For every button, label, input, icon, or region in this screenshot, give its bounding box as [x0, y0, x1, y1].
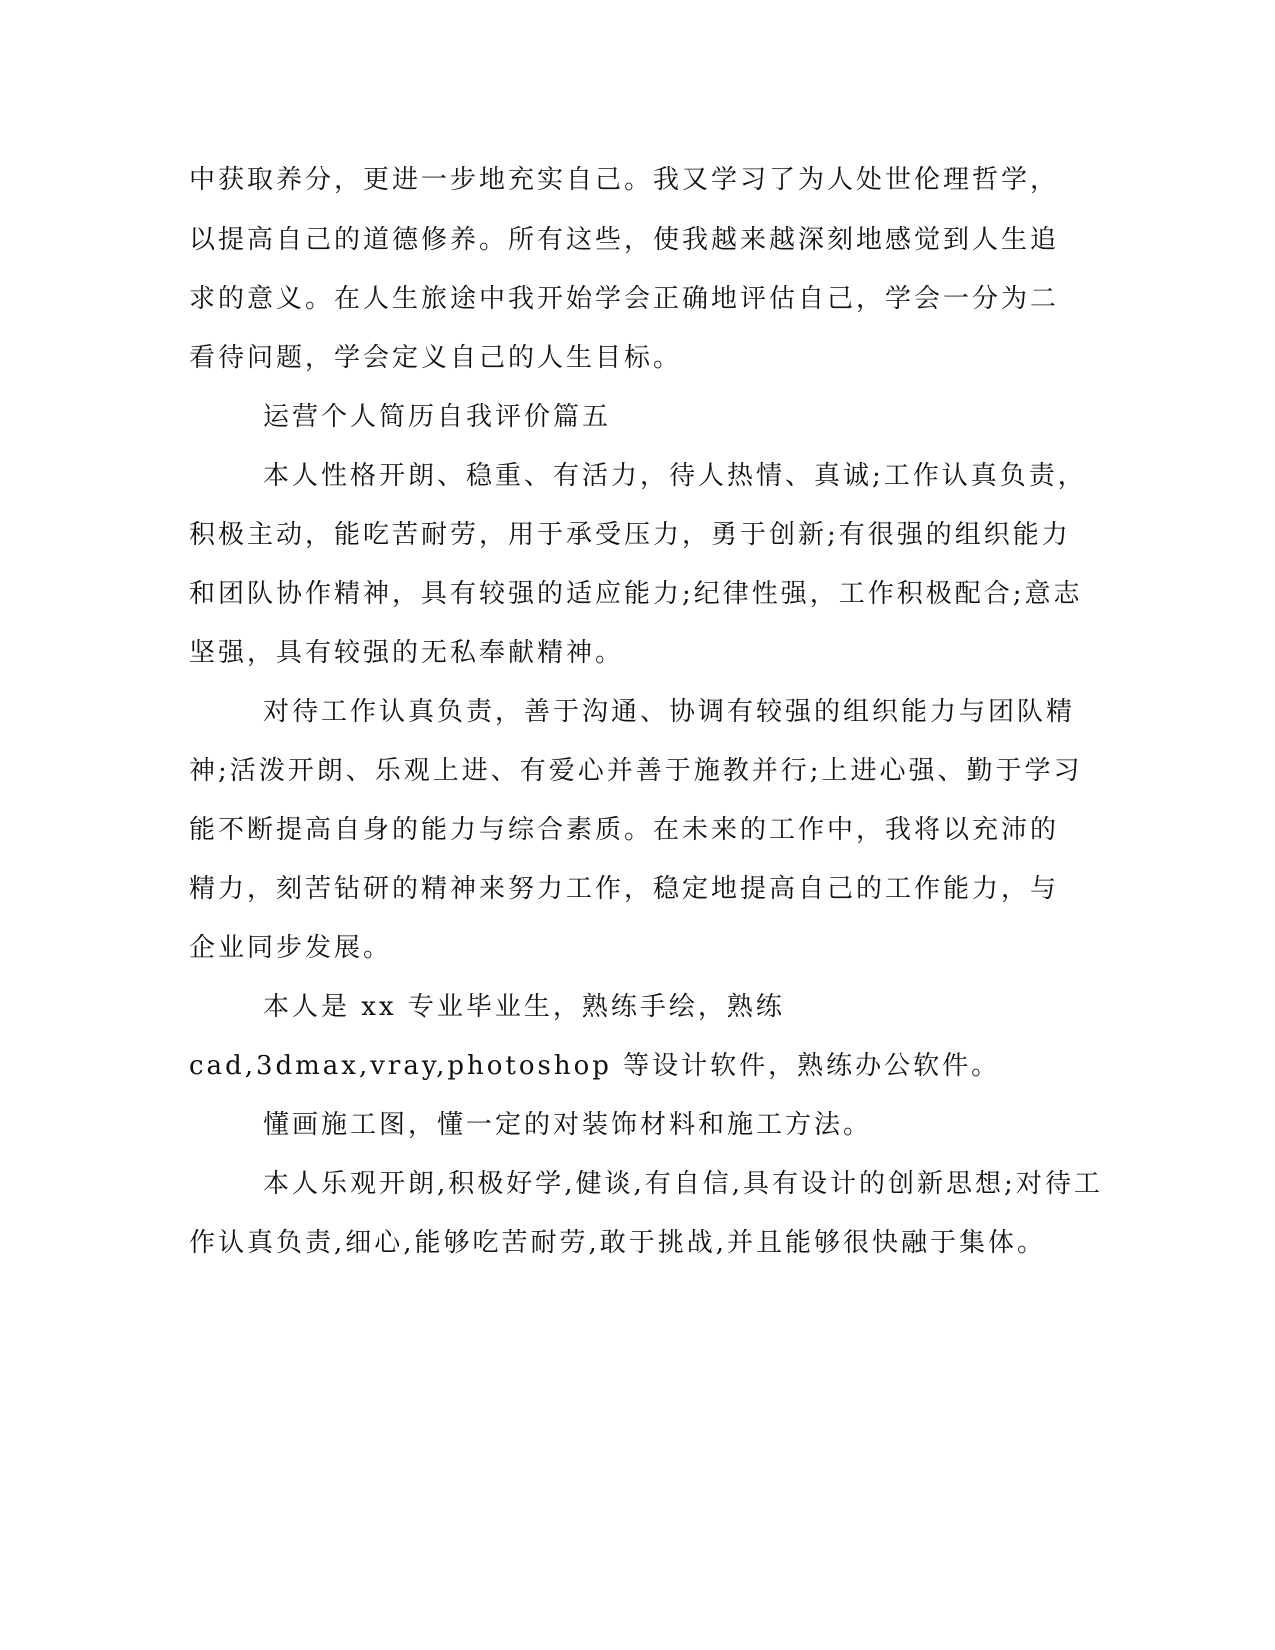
- text-line-1: 中获取养分，更进一步地充实自己。我又学习了为人处世伦理哲学，: [189, 165, 1060, 195]
- section-heading: 运营个人简历自我评价篇五: [263, 402, 612, 432]
- text-line-4: 看待问题，学会定义自己的人生目标。: [189, 343, 683, 373]
- text-line-10: 对待工作认真负责，善于沟通、协调有较强的组织能力与团队精: [263, 697, 1076, 727]
- text-line-19: 作认真负责,细心,能够吃苦耐劳,敢于挑战,并且能够很快融于集体。: [189, 1228, 1047, 1258]
- text-line-3: 求的意义。在人生旅途中我开始学会正确地评估自己，学会一分为二: [189, 284, 1060, 314]
- text-line-2: 以提高自己的道德修养。所有这些，使我越来越深刻地感觉到人生追: [189, 225, 1060, 255]
- text-line-7: 积极主动，能吃苦耐劳，用于承受压力，勇于创新;有很强的组织能力: [189, 520, 1071, 550]
- text-line-14: 企业同步发展。: [189, 933, 393, 963]
- text-line-9: 坚强，具有较强的无私奉献精神。: [189, 638, 625, 668]
- text-line-6: 本人性格开朗、稳重、有活力，待人热情、真诚;工作认真负责，: [263, 461, 1087, 491]
- text-line-16: cad,3dmax,vray,photoshop 等设计软件，熟练办公软件。: [189, 1051, 1001, 1081]
- text-line-17: 懂画施工图，懂一定的对装饰材料和施工方法。: [263, 1110, 873, 1140]
- text-line-12: 能不断提高自身的能力与综合素质。在未来的工作中，我将以充沛的: [189, 815, 1060, 845]
- text-line-11: 神;活泼开朗、乐观上进、有爱心并善于施教并行;上进心强、勤于学习: [189, 756, 1083, 786]
- text-line-13: 精力，刻苦钻研的精神来努力工作，稳定地提高自己的工作能力，与: [189, 874, 1060, 904]
- text-line-18: 本人乐观开朗,积极好学,健谈,有自信,具有设计的创新思想;对待工: [263, 1169, 1103, 1199]
- text-line-15: 本人是 xx 专业毕业生，熟练手绘，熟练: [263, 992, 785, 1022]
- text-line-8: 和团队协作精神，具有较强的适应能力;纪律性强，工作积极配合;意志: [189, 579, 1083, 609]
